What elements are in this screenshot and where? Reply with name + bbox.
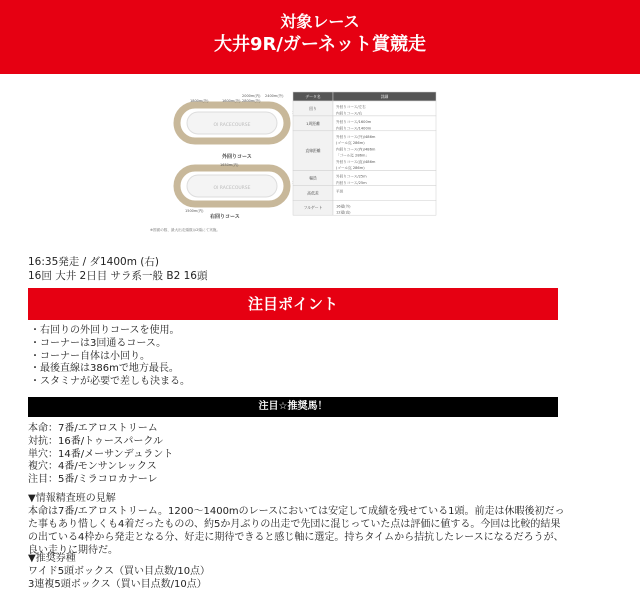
bet-wide: ワイド5頭ボックス（買い目点数/10点）: [28, 566, 211, 577]
table-row-detail: 内回りコース(内)/486m: [336, 147, 376, 152]
opinion-heading: ▼情報精査班の見解: [28, 493, 116, 504]
opinion-body: 本命は7番/エアロストリーム。1200〜1400mのレースにおいては安定して成績を残せている1頭。前走は休暇後初だった事もあり惜しくも4着だったものの、約5か月ぶりの出走で先団に混じっていた点は評価に値する。今回は比較的結果の出ている4枠から発走となる分、好走に期待できると感じ軸に選定。持ちタイムから拮抗したレースになるだろうが、良い走りに期待だ。: [28, 506, 565, 556]
header-race-name: 大井9R/ガーネット賞競走: [213, 34, 427, 55]
table-header-cell: 詳細: [380, 94, 389, 99]
header-title: 対象レース: [280, 12, 360, 31]
distance-label: 1600m(外): [222, 99, 241, 103]
list-item: ・コーナー自体は小回り。: [30, 350, 150, 362]
table-row-name: 高低差: [307, 190, 319, 196]
table-row-detail: 外回りコース(外)/486m: [336, 135, 376, 139]
distance-label: 2000m(内): [242, 94, 261, 98]
pick-taikou: 対抗：16番/トゥースパークル: [28, 435, 164, 447]
course-figure: [150, 88, 440, 238]
table-row-detail: (ゴール迄 286m): [336, 141, 365, 146]
table-row-name: 幅員: [309, 175, 317, 181]
list-item: ・スタミナが必要で差しも決まる。: [30, 376, 190, 388]
track-watermark-top: OI RACECOURSE: [213, 123, 251, 128]
table-row-detail: 平坦: [336, 189, 344, 194]
race-time-distance: 16:35発走 / ダ1400m (右): [28, 256, 159, 268]
pick-fukuana: 複穴：4番/モンサンレックス: [28, 461, 157, 473]
race-header: [0, 0, 640, 74]
distance-label: 1500m(内): [185, 209, 204, 213]
table-row-detail: 16頭(外): [336, 204, 351, 209]
distance-label: 2800m(外): [242, 99, 261, 103]
inner-course-label: 右回りコース: [210, 214, 240, 220]
bet-trio: 3連複5頭ボックス（買い目点数/10点）: [28, 579, 207, 590]
table-row-detail: 外回りコース(直)/486m: [336, 159, 376, 164]
table-row-name: 回り: [309, 105, 317, 111]
table-row-detail: 外回りコース/25m: [336, 174, 367, 179]
course-footnote: ※図面の数、最大出走頭数は2頭にて実施。: [150, 228, 220, 232]
table-row-name: フルゲート: [303, 205, 323, 211]
distance-label: 1650m(内): [220, 163, 239, 167]
recommended-horses-banner: 注目☆推奨馬！: [28, 397, 558, 417]
table-row-detail: (ゴール迄 286m): [336, 166, 365, 170]
table-row-detail: 内回りコース/25m: [336, 180, 367, 185]
table-row-detail: 内回りコース/1400m: [336, 126, 372, 131]
pick-tanana: 単穴：14番/メーサンデュラント: [28, 448, 174, 460]
race-info: [28, 255, 207, 283]
list-item: ・コーナーは3回通るコース。: [30, 337, 167, 349]
bet-types-list: [28, 565, 210, 591]
race-meeting: 16回 大井 2日目 サラ系一般 B2 16頭: [28, 270, 208, 282]
outer-course-map: [177, 93, 311, 160]
list-item: ・最後直線は386mで地方最長。: [30, 363, 179, 375]
attention-points-banner: 注目ポイント: [28, 288, 558, 320]
table-header-cell: データ名: [305, 94, 321, 99]
distance-label: 2400m(外): [265, 94, 284, 98]
table-row-name: 直線距離: [305, 148, 321, 154]
table-row-detail: 12頭(直): [336, 210, 351, 215]
recommended-horses-list: [28, 423, 173, 487]
bet-types-heading: ▼推奨券種: [28, 553, 76, 564]
outer-course-label: 外回りコース: [222, 154, 252, 160]
inner-course-map: [177, 162, 311, 220]
course-data-table: [293, 92, 436, 215]
pick-honmei: 本命：7番/エアロストリーム: [28, 423, 158, 434]
list-item: ・右回りの外回りコースを使用。: [30, 325, 180, 336]
table-row-detail: 外回りコース/1600m: [336, 120, 372, 125]
table-row-detail: 「ゴール迄 286m」: [336, 153, 369, 158]
distance-label: 1800m(外): [190, 99, 209, 103]
pick-chuumoku: 注目：5番/ミラコロカナーレ: [28, 474, 158, 486]
table-row-name: 1周距離: [306, 120, 320, 126]
table-row-detail: 内回りコース/右: [336, 111, 363, 116]
attention-points-list: [30, 325, 190, 389]
track-watermark-bottom: OI RACECOURSE: [213, 186, 251, 191]
table-row-detail: 外回りコース/左右: [336, 105, 366, 110]
